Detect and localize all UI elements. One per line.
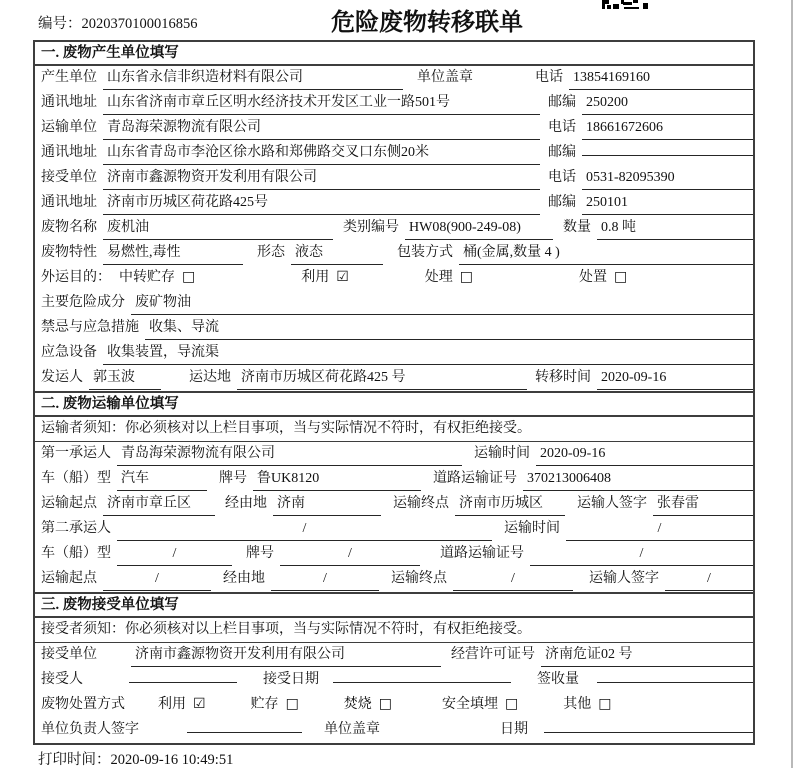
vehicle-type-label: 车（船）型 xyxy=(41,546,111,561)
document-number xyxy=(38,12,198,33)
endpoint-value: / xyxy=(453,567,573,591)
via-value: / xyxy=(271,567,379,591)
purpose-option-storage xyxy=(119,266,195,289)
receiver-unit-label: 接受单位 xyxy=(41,170,97,185)
document-number-label: 编号： xyxy=(38,16,82,32)
phone-label: 电话 xyxy=(548,170,576,185)
plate-value: 鲁UK8120 xyxy=(253,467,421,491)
responsible-signer-label: 单位负责人签字 xyxy=(41,722,139,737)
disposal-option-storage xyxy=(251,693,299,716)
emergency-measures-value: 收集、导流 xyxy=(145,316,753,340)
print-time-value: 2020-09-16 10:49:51 xyxy=(110,752,234,768)
transporter-address-row xyxy=(35,141,753,166)
phone-label: 电话 xyxy=(548,120,576,135)
quantity-value: 0.8 吨 xyxy=(597,216,753,240)
zip-label: 邮编 xyxy=(548,95,576,110)
date-label: 日期 xyxy=(500,722,528,737)
print-time xyxy=(38,748,233,768)
transport-time-value: / xyxy=(566,517,753,541)
receiving-unit-label: 接受单位 xyxy=(41,647,97,662)
vehicle-row-2 xyxy=(35,542,753,567)
receiving-unit-row xyxy=(35,643,753,668)
transport-time-value: 2020-09-16 xyxy=(536,442,753,466)
vehicle-row xyxy=(35,467,753,492)
producer-unit-label: 产生单位 xyxy=(41,70,97,85)
qr-code-fragment-icon xyxy=(602,0,648,9)
receiver-address-row xyxy=(35,191,753,216)
waste-character-row xyxy=(35,241,753,266)
address-value: 山东省青岛市李沧区徐水路和郑佛路交叉口东侧20米 xyxy=(103,141,540,165)
route-row xyxy=(35,492,753,517)
transfer-purpose-label: 外运目的： xyxy=(41,270,111,285)
transporter-unit-row xyxy=(35,116,753,141)
plate-value: / xyxy=(280,542,420,566)
receiver-person-row xyxy=(35,668,753,693)
section-3-header: 三. 废物接受单位填写 xyxy=(35,592,753,618)
disposal-option-other xyxy=(563,693,611,716)
transfer-purpose-row xyxy=(35,266,753,291)
emergency-equipment-label: 应急设备 xyxy=(41,345,97,360)
checkbox-icon: □ xyxy=(505,696,519,712)
address-label: 通讯地址 xyxy=(41,195,97,210)
transporter-notice-row xyxy=(35,417,753,442)
unit-seal-label: 单位盖章 xyxy=(324,722,380,737)
checkbox-icon: □ xyxy=(182,269,196,285)
waste-name-value: 废机油 xyxy=(103,216,333,240)
disposal-method-row xyxy=(35,693,753,718)
receiver-unit-value: 济南市鑫源物资开发利用有限公司 xyxy=(103,166,540,190)
purpose-option-dispose xyxy=(579,266,627,289)
via-value: 济南 xyxy=(273,492,381,516)
waste-name-label: 废物名称 xyxy=(41,220,97,235)
zip-label: 邮编 xyxy=(548,145,576,160)
phone-value: 13854169160 xyxy=(569,66,753,90)
vehicle-type-value: / xyxy=(117,542,232,566)
receiver-person-label: 接受人 xyxy=(41,672,83,687)
second-carrier-value: / xyxy=(117,517,492,541)
transporter-sign-value: / xyxy=(665,567,753,591)
address-value: 山东省济南市章丘区明水经济技术开发区工业一路501号 xyxy=(103,91,540,115)
receive-date-label: 接受日期 xyxy=(263,672,319,687)
waste-character-label: 废物特性 xyxy=(41,245,97,260)
destination-label: 运达地 xyxy=(189,370,231,385)
option-label: 处理 xyxy=(424,270,453,285)
route-row-2 xyxy=(35,567,753,592)
receiver-person-value xyxy=(129,682,237,683)
packaging-value: 桶(金属,数量 4 ) xyxy=(459,241,753,265)
transport-time-label: 运输时间 xyxy=(474,446,530,461)
print-time-label: 打印时间： xyxy=(38,752,111,768)
transfer-date-value: 2020-09-16 xyxy=(597,366,753,390)
purpose-option-treat xyxy=(425,266,473,289)
via-label: 经由地 xyxy=(223,571,265,586)
destination-value: 济南市历城区荷花路425 号 xyxy=(237,366,527,390)
plate-label: 牌号 xyxy=(219,471,247,486)
option-label: 焚烧 xyxy=(343,697,372,712)
unit-seal-label: 单位盖章 xyxy=(417,70,473,85)
checkbox-checked-icon: ☑ xyxy=(336,269,349,285)
responsible-signer-value xyxy=(187,732,302,733)
phone-label: 电话 xyxy=(535,70,563,85)
endpoint-value: 济南市历城区 xyxy=(455,492,565,516)
option-label: 其他 xyxy=(563,697,592,712)
transporter-unit-label: 运输单位 xyxy=(41,120,97,135)
road-permit-value: 370213006408 xyxy=(523,467,753,491)
origin-value: 济南市章丘区 xyxy=(103,492,215,516)
transporter-sign-label: 运输人签字 xyxy=(577,496,647,511)
origin-value: / xyxy=(103,567,211,591)
signed-amount-label: 签收量 xyxy=(537,672,579,687)
license-value: 济南危证02 号 xyxy=(541,643,753,667)
checkbox-icon: □ xyxy=(614,269,628,285)
zip-value: 250200 xyxy=(582,91,753,115)
emergency-measures-row xyxy=(35,316,753,341)
address-label: 通讯地址 xyxy=(41,145,97,160)
form-label: 形态 xyxy=(257,245,285,260)
option-label: 利用 xyxy=(158,697,186,712)
transporter-sign-value: 张春雷 xyxy=(653,492,753,516)
category-code-label: 类别编号 xyxy=(343,220,399,235)
form-value: 液态 xyxy=(291,241,383,265)
option-label: 处置 xyxy=(579,270,608,285)
option-label: 中转贮存 xyxy=(119,270,175,285)
zip-value xyxy=(582,155,753,156)
transfer-date-label: 转移时间 xyxy=(535,370,591,385)
date-value xyxy=(544,732,753,733)
option-label: 安全填埋 xyxy=(442,697,499,712)
checkbox-icon: □ xyxy=(285,696,299,712)
road-permit-value: / xyxy=(530,542,753,566)
second-carrier-label: 第二承运人 xyxy=(41,521,111,536)
origin-label: 运输起点 xyxy=(41,496,97,511)
first-carrier-row xyxy=(35,442,753,467)
page-title: 危险废物转移联单 xyxy=(331,10,523,36)
disposal-method-label: 废物处置方式 xyxy=(41,697,125,712)
quantity-label: 数量 xyxy=(563,220,591,235)
hazard-component-value: 废矿物油 xyxy=(131,291,753,315)
checkbox-icon: □ xyxy=(378,696,393,712)
road-permit-label: 道路运输证号 xyxy=(440,546,524,561)
phone-value: 18661672606 xyxy=(582,116,753,140)
shipper-label: 发运人 xyxy=(41,370,83,385)
disposal-option-utilize xyxy=(158,693,206,716)
first-carrier-label: 第一承运人 xyxy=(41,446,111,461)
signed-amount-value xyxy=(597,682,753,683)
receiver-notice-row xyxy=(35,618,753,643)
purpose-option-utilize xyxy=(301,266,349,289)
category-code-value: HW08(900-249-08) xyxy=(405,216,553,240)
disposal-option-incinerate xyxy=(344,693,392,716)
receiving-unit-value: 济南市鑫源物资开发利用有限公司 xyxy=(131,643,441,667)
transporter-unit-value: 青岛海荣源物流有限公司 xyxy=(103,116,540,140)
address-label: 通讯地址 xyxy=(41,95,97,110)
disposal-option-landfill xyxy=(442,693,518,716)
checkbox-icon: □ xyxy=(459,269,474,285)
option-label: 贮存 xyxy=(250,697,279,712)
transporter-notice-text: 运输者须知：你必须核对以上栏目事项，当与实际情况不符时，有权拒绝接受。 xyxy=(41,421,531,436)
checkbox-icon: □ xyxy=(598,696,612,712)
producer-address-row xyxy=(35,91,753,116)
packaging-label: 包装方式 xyxy=(397,245,453,260)
endpoint-label: 运输终点 xyxy=(393,496,449,511)
responsible-signer-row xyxy=(35,718,753,743)
transport-time-label: 运输时间 xyxy=(504,521,560,536)
address-value: 济南市历城区荷花路425号 xyxy=(103,191,540,215)
manifest-form xyxy=(33,40,755,745)
emergency-measures-label: 禁忌与应急措施 xyxy=(41,320,139,335)
page-edge-line xyxy=(791,0,793,768)
section-2-header: 二. 废物运输单位填写 xyxy=(35,391,753,417)
plate-label: 牌号 xyxy=(246,546,274,561)
second-carrier-row xyxy=(35,517,753,542)
phone-value: 0531-82095390 xyxy=(582,166,753,190)
road-permit-label: 道路运输证号 xyxy=(433,471,517,486)
shipper-row xyxy=(35,366,753,391)
document-number-value: 2020370100016856 xyxy=(81,16,198,32)
receive-date-value xyxy=(333,682,511,683)
zip-value: 250101 xyxy=(582,191,753,215)
receiver-unit-row xyxy=(35,166,753,191)
waste-character-value: 易燃性,毒性 xyxy=(103,241,243,265)
emergency-equipment-value: 收集装置，导流渠 xyxy=(103,341,753,365)
license-label: 经营许可证号 xyxy=(451,647,535,662)
origin-label: 运输起点 xyxy=(41,571,97,586)
producer-unit-row xyxy=(35,66,753,91)
transporter-sign-label: 运输人签字 xyxy=(589,571,659,586)
hazard-component-label: 主要危险成分 xyxy=(41,295,125,310)
emergency-equipment-row xyxy=(35,341,753,366)
via-label: 经由地 xyxy=(225,496,267,511)
zip-label: 邮编 xyxy=(548,195,576,210)
endpoint-label: 运输终点 xyxy=(391,571,447,586)
shipper-value: 郭玉波 xyxy=(89,366,161,390)
hazard-component-row xyxy=(35,291,753,316)
section-1-header: 一. 废物产生单位填写 xyxy=(35,42,753,66)
receiver-notice-text: 接受者须知：你必须核对以上栏目事项，当与实际情况不符时，有权拒绝接受。 xyxy=(41,622,531,637)
vehicle-type-value: 汽车 xyxy=(117,467,207,491)
option-label: 利用 xyxy=(301,270,330,285)
waste-name-row xyxy=(35,216,753,241)
producer-unit-value: 山东省永信非织造材料有限公司 xyxy=(103,66,403,90)
checkbox-checked-icon: ☑ xyxy=(193,696,206,712)
first-carrier-value: 青岛海荣源物流有限公司 xyxy=(117,442,462,466)
vehicle-type-label: 车（船）型 xyxy=(41,471,111,486)
